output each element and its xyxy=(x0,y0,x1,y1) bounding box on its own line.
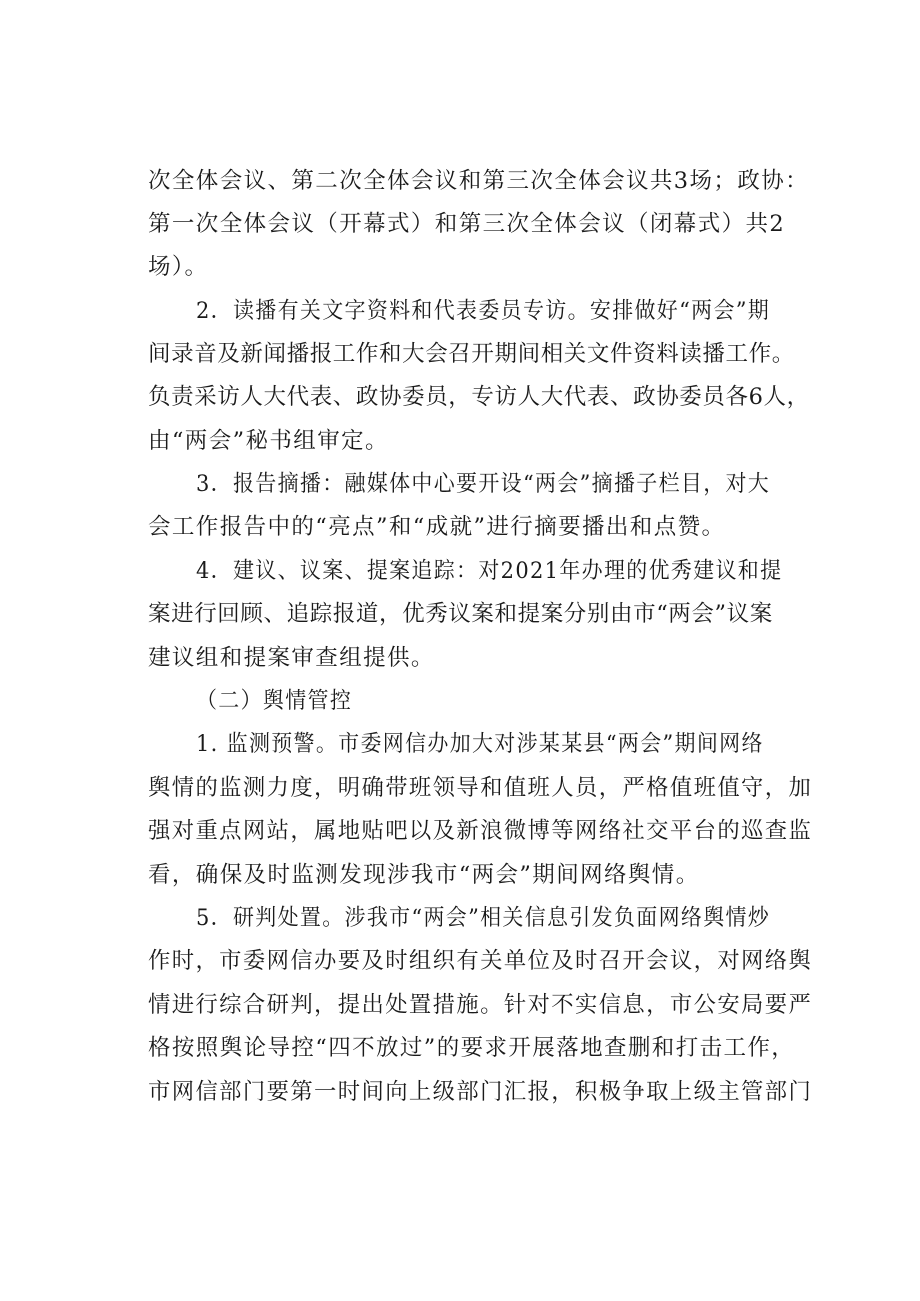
item-5-line-4: 格按照舆论导控“四不放过”的要求开展落地查删和打击工作， xyxy=(148,1035,796,1061)
item-4-line-3: 建议组和提案审查组提供。 xyxy=(148,645,435,671)
text-line-3: 场）。 xyxy=(148,254,209,280)
item-5-line-2: 作时，市委网信办要及时组织有关单位及时召开会议，对网络舆 xyxy=(148,948,813,974)
text-line-2: 第一次全体会议（开幕式）和第三次全体会议（闭幕式）共2 xyxy=(148,211,786,237)
item-4-line-1: 4．建议、议案、提案追踪：对2021年办理的优秀建议和提 xyxy=(196,558,783,584)
item-5-line-3: 情进行综合研判，提出处置措施。针对不实信息，市公安局要严 xyxy=(148,992,813,1018)
item-5-line-1: 5．研判处置。涉我市“两会”相关信息引发负面网络舆情炒 xyxy=(196,905,771,931)
monitor-line-1: 1. 监测预警。市委网信办加大对涉某某县“两会”期间网络 xyxy=(196,731,764,757)
item-2-line-4: 由“两会”秘书组审定。 xyxy=(148,428,389,454)
item-2-line-2: 间录音及新闻播报工作和大会召开期间相关文件资料读播工作。 xyxy=(148,341,795,367)
item-4-line-2: 案进行回顾、追踪报道，优秀议案和提案分别由市“两会”议案 xyxy=(148,601,773,627)
monitor-line-3: 强对重点网站，属地贴吧以及新浪微博等网络社交平台的巡查监 xyxy=(148,818,813,844)
item-2-line-1: 2．读播有关文字资料和代表委员专访。安排做好“两会”期 xyxy=(196,298,771,324)
section-heading: （二）舆情管控 xyxy=(196,688,353,714)
item-2-line-3: 负责采访人大代表、政协委员，专访人大代表、政协委员各6人， xyxy=(148,384,810,410)
monitor-line-4: 看，确保及时监测发现涉我市“两会”期间网络舆情。 xyxy=(148,862,700,888)
item-5-line-5: 市网信部门要第一时间向上级部门汇报，积极争取上级主管部门 xyxy=(148,1079,813,1105)
monitor-line-2: 舆情的监测力度，明确带班领导和值班人员，严格值班值守，加 xyxy=(148,775,813,801)
item-3-line-1: 3．报告摘播：融媒体中心要开设“两会”摘播子栏目，对大 xyxy=(196,471,771,497)
item-3-line-2: 会工作报告中的“亮点”和“成就”进行摘要播出和点赞。 xyxy=(148,514,726,540)
text-line-1: 次全体会议、第二次全体会议和第三次全体会议共3场；政协： xyxy=(148,168,810,194)
